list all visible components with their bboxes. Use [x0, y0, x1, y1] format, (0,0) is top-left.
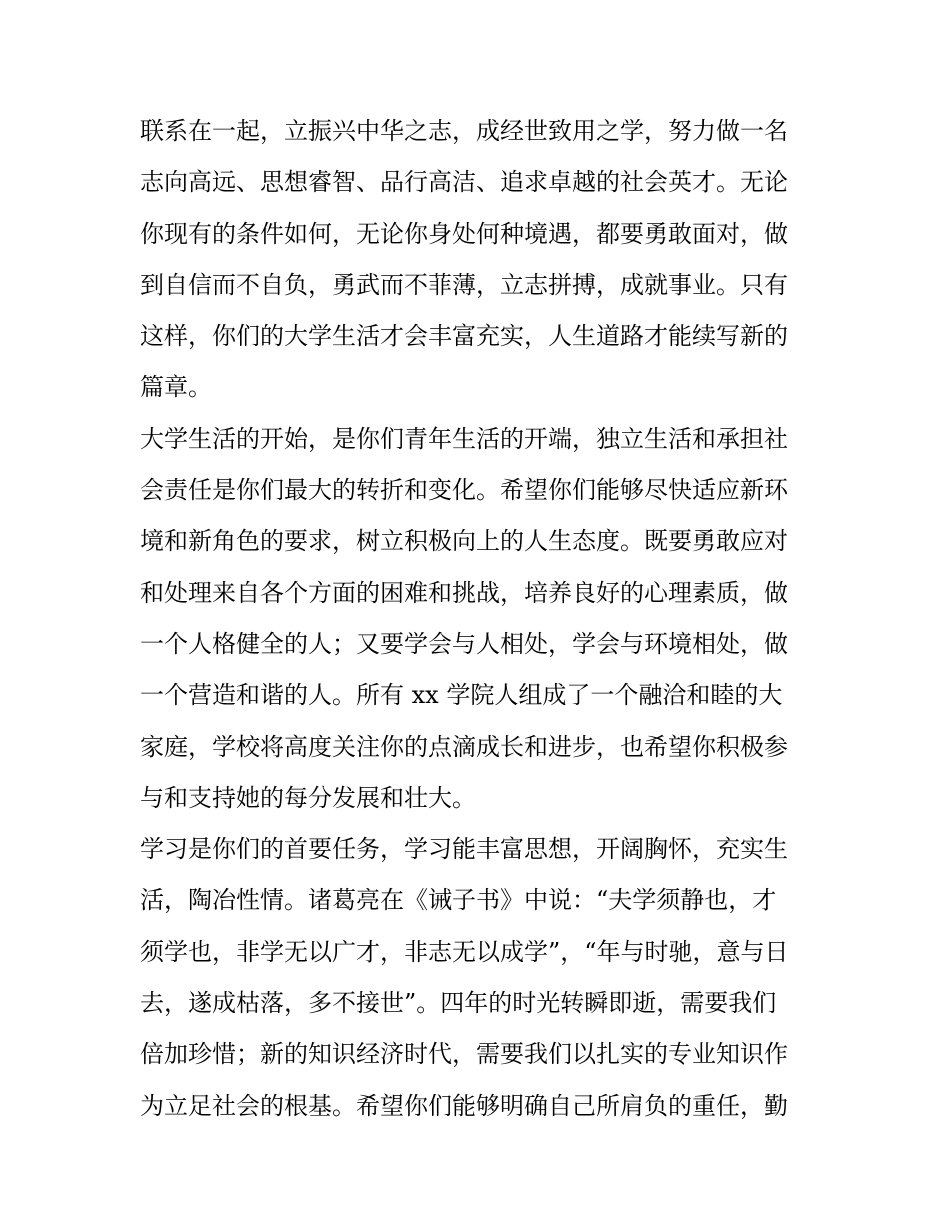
text-line: 一个营造和谐的人。所有 xx 学院人组成了一个融洽和睦的大 — [140, 681, 783, 710]
text-line: 家庭，学校将高度关注你的点滴成长和进步，也希望你积极参 — [140, 732, 788, 761]
text-line: 志向高远、思想睿智、品行高洁、追求卓越的社会英才。无论 — [140, 168, 788, 197]
text-line: 篇章。 — [140, 373, 212, 402]
text-line: 这样，你们的大学生活才会丰富充实，人生道路才能续写新的 — [140, 322, 788, 351]
text-line: 去，遂成枯落，多不接世”。四年的时光转瞬即逝，需要我们 — [140, 989, 777, 1018]
text-line: 活，陶冶性情。诸葛亮在《诫子书》中说：“夫学须静也，才 — [140, 886, 777, 915]
text-line: 和处理来自各个方面的困难和挑战，培养良好的心理素质，做 — [140, 578, 788, 607]
text-line: 一个人格健全的人；又要学会与人相处，学会与环境相处，做 — [140, 629, 788, 658]
text-line: 大学生活的开始，是你们青年生活的开端，独立生活和承担社 — [140, 424, 788, 453]
text-line: 须学也，非学无以广才，非志无以成学”，“年与时驰，意与日 — [140, 937, 789, 966]
text-line: 倍加珍惜；新的知识经济时代，需要我们以扎实的专业知识作 — [140, 1040, 788, 1069]
text-line: 联系在一起，立振兴中华之志，成经世致用之学，努力做一名 — [140, 117, 788, 145]
text-line: 你现有的条件如何，无论你身处何种境遇，都要勇敢面对，做 — [140, 219, 788, 248]
text-line: 学习是你们的首要任务，学习能丰富思想，开阔胸怀，充实生 — [140, 835, 788, 864]
text-line: 为立足社会的根基。希望你们能够明确自己所肩负的重任，勤 — [140, 1091, 788, 1120]
text-line: 与和支持她的每分发展和壮大。 — [140, 783, 476, 812]
text-line: 到自信而不自负，勇武而不菲薄，立志拼搏，成就事业。只有 — [140, 270, 788, 299]
text-line: 境和新角色的要求，树立积极向上的人生态度。既要勇敢应对 — [140, 527, 788, 556]
text-line: 会责任是你们最大的转折和变化。希望你们能够尽快适应新环 — [140, 476, 788, 505]
body-text — [140, 106, 830, 1132]
